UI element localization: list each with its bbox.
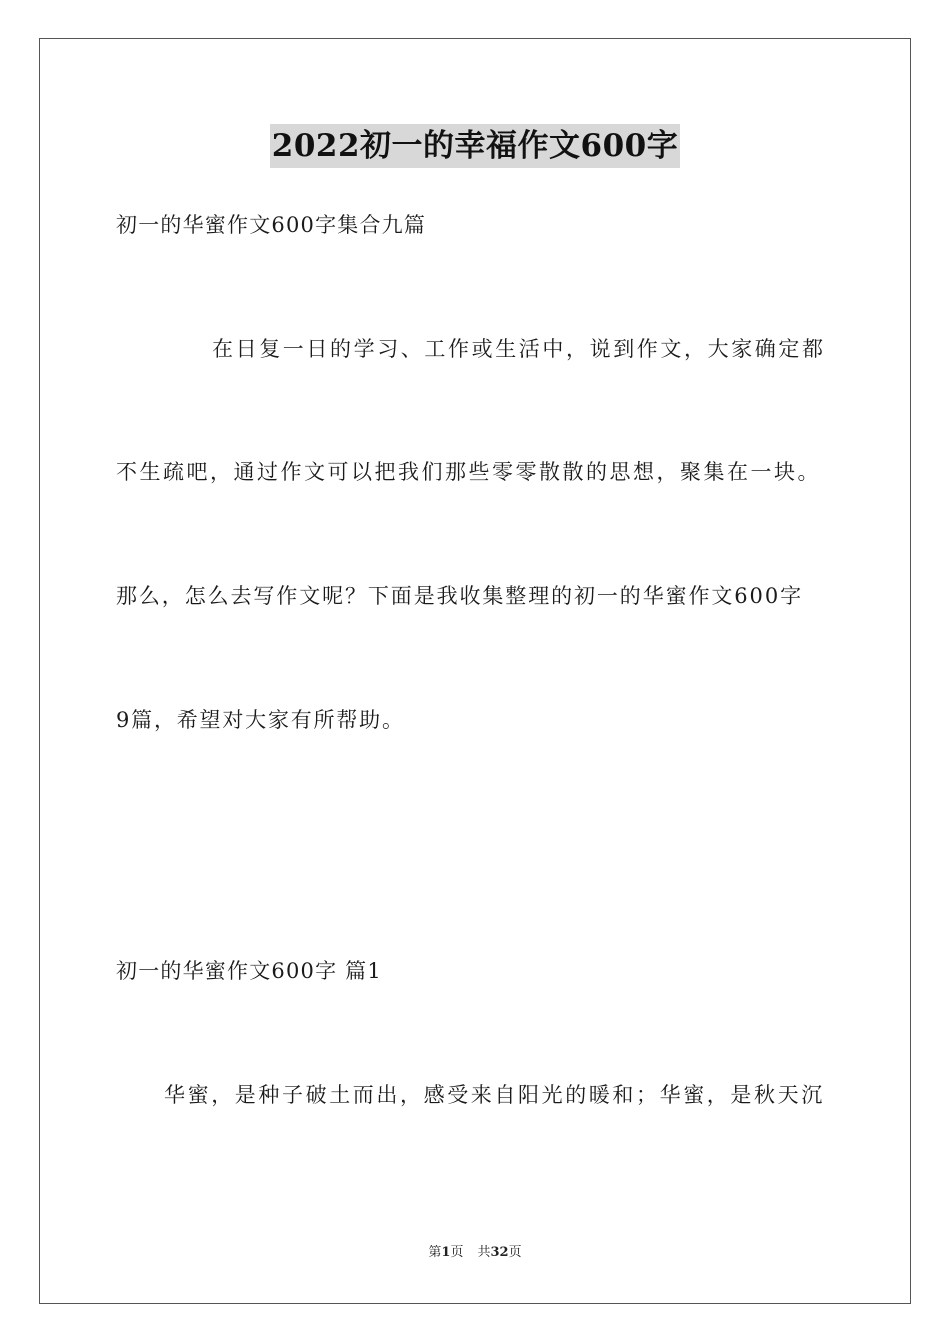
document-subtitle: 初一的华蜜作文600字集合九篇 bbox=[116, 213, 427, 237]
title-container bbox=[0, 124, 950, 168]
footer-total-suffix: 页 bbox=[508, 1245, 522, 1260]
section-heading: 初一的华蜜作文600字 篇1 bbox=[116, 959, 382, 983]
footer-page-suffix: 页 bbox=[450, 1245, 464, 1260]
intro-line-4: 9篇，希望对大家有所帮助。 bbox=[116, 708, 405, 732]
document-title: 2022初一的幸福作文600字 bbox=[270, 124, 681, 168]
footer-total-prefix: 共 bbox=[477, 1245, 491, 1260]
footer-page-number: 1 bbox=[441, 1245, 451, 1260]
intro-line-1: 在日复一日的学习、工作或生活中，说到作文，大家确定都 bbox=[212, 337, 826, 361]
intro-line-3: 那么，怎么去写作文呢？下面是我收集整理的初一的华蜜作文600字 bbox=[116, 584, 803, 608]
footer-total-pages: 32 bbox=[490, 1245, 509, 1260]
section-line-1: 华蜜，是种子破土而出，感受来自阳光的暖和；华蜜，是秋天沉 bbox=[164, 1083, 825, 1107]
footer-page-prefix: 第 bbox=[428, 1245, 442, 1260]
page-footer bbox=[0, 1244, 950, 1262]
intro-line-2: 不生疏吧，通过作文可以把我们那些零零散散的思想，聚集在一块。 bbox=[116, 460, 821, 484]
